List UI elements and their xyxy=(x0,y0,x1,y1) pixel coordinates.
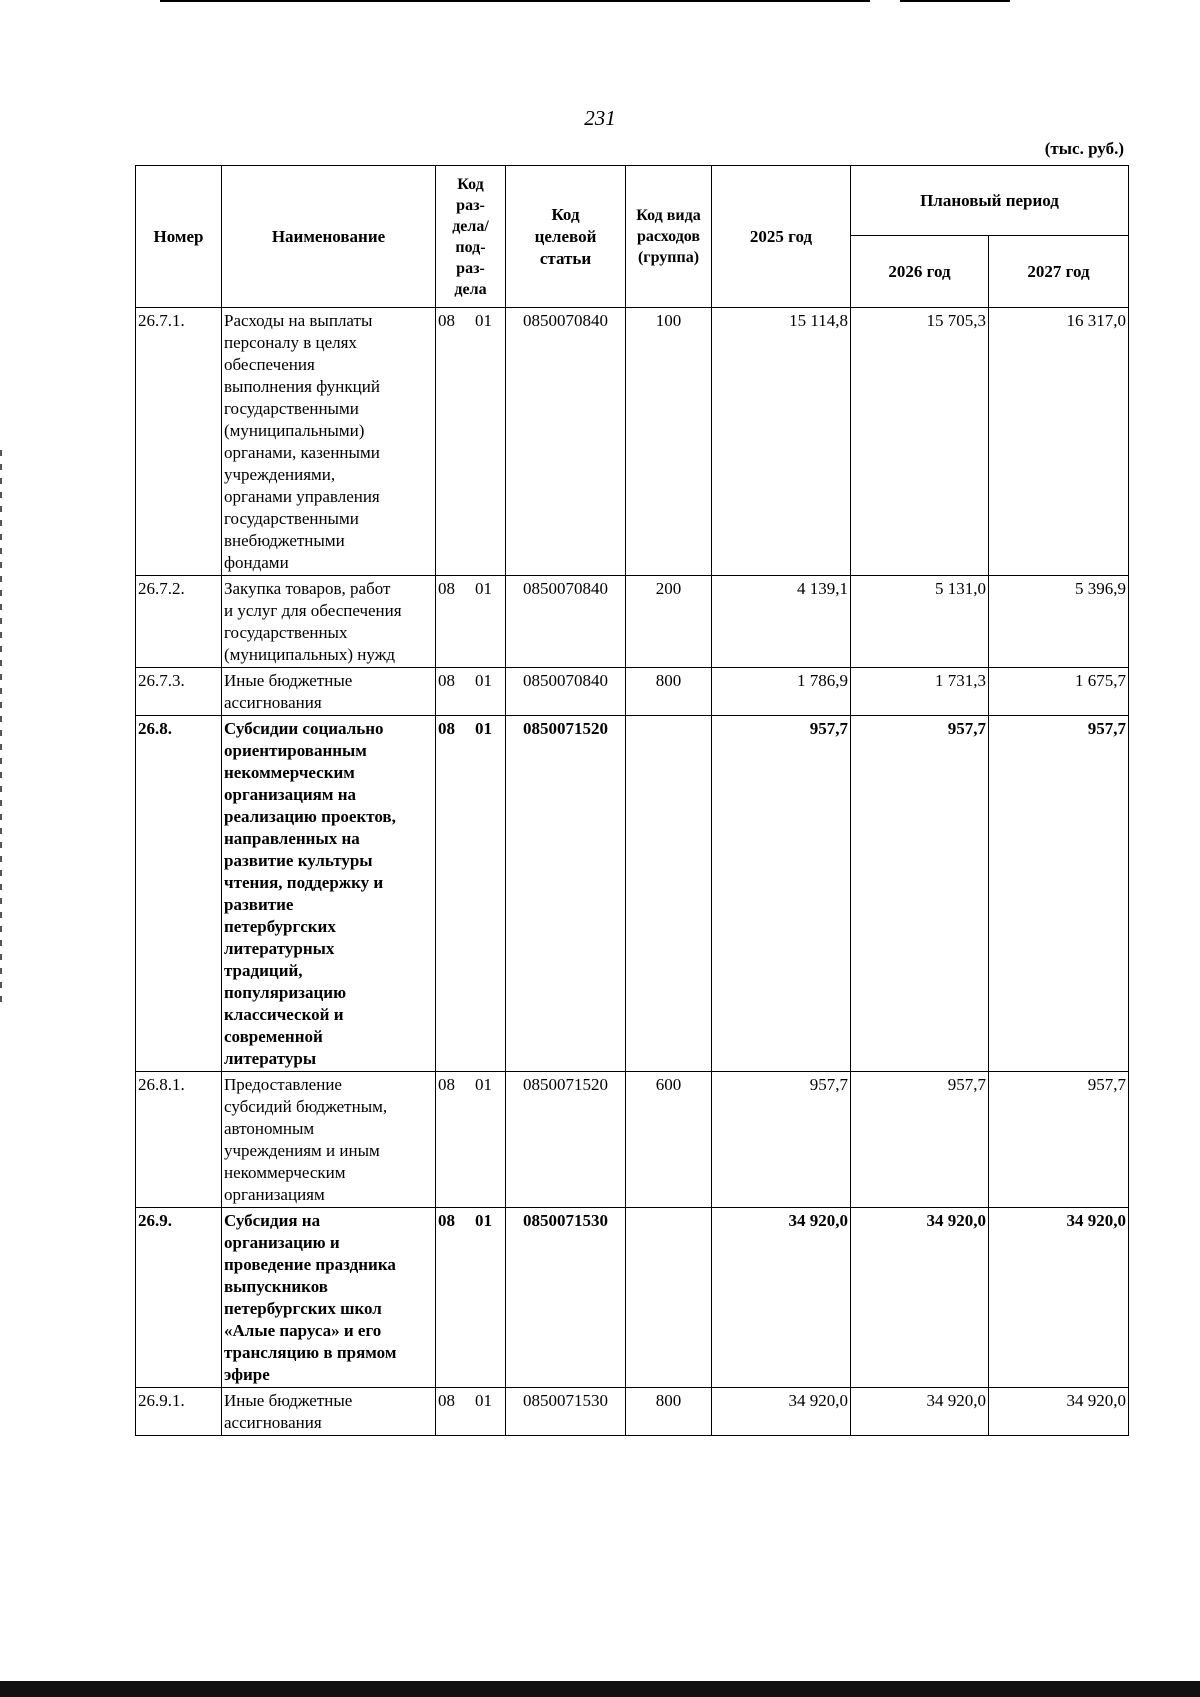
row-name-line: организацию и xyxy=(224,1233,340,1252)
row-target-code: 0850070840 xyxy=(506,576,626,668)
row-name xyxy=(222,1388,436,1436)
row-name-line: фондами xyxy=(224,553,289,572)
subsection-code: 01 xyxy=(475,1391,492,1410)
row-name-line: популяризацию xyxy=(224,983,347,1002)
row-amount-2027: 16 317,0 xyxy=(989,308,1129,576)
row-amount-2025: 34 920,0 xyxy=(712,1388,851,1436)
row-amount-2025: 4 139,1 xyxy=(712,576,851,668)
header-2025: 2025 год xyxy=(712,166,851,308)
row-name-line: организациям xyxy=(224,1185,325,1204)
row-name-line: Закупка товаров, работ xyxy=(224,579,391,598)
row-amount-2026: 957,7 xyxy=(851,716,989,1072)
header-name: Наименование xyxy=(222,166,436,308)
scan-edge-mark xyxy=(0,450,2,1010)
row-name-line: государственными xyxy=(224,509,359,528)
row-name xyxy=(222,308,436,576)
row-amount-2026: 15 705,3 xyxy=(851,308,989,576)
row-name-line: органами управления xyxy=(224,487,380,506)
subsection-code: 01 xyxy=(475,579,492,598)
units-label: (тыс. руб.) xyxy=(1044,139,1124,158)
header-section-code: Код раз- дела/ под- раз- дела xyxy=(436,166,506,308)
row-name-line: петербургских xyxy=(224,917,336,936)
row-name-line: Иные бюджетные xyxy=(224,671,353,690)
row-name xyxy=(222,1208,436,1388)
row-name-line: Предоставление xyxy=(224,1075,342,1094)
row-section-code xyxy=(436,668,506,716)
row-number: 26.9. xyxy=(136,1208,222,1388)
row-name-line: ориентированным xyxy=(224,741,367,760)
row-expense-type: 600 xyxy=(626,1072,712,1208)
row-name-line: литературы xyxy=(224,1049,317,1068)
row-number: 26.7.1. xyxy=(136,308,222,576)
budget-table xyxy=(135,165,1129,1436)
row-name-line: классической и xyxy=(224,1005,344,1024)
row-name xyxy=(222,1072,436,1208)
row-name-line: развитие культуры xyxy=(224,851,373,870)
section-code: 08 xyxy=(438,671,455,690)
row-number: 26.8.1. xyxy=(136,1072,222,1208)
row-amount-2027: 5 396,9 xyxy=(989,576,1129,668)
row-amount-2027: 34 920,0 xyxy=(989,1208,1129,1388)
row-amount-2025: 957,7 xyxy=(712,716,851,1072)
row-expense-type: 100 xyxy=(626,308,712,576)
row-amount-2027: 1 675,7 xyxy=(989,668,1129,716)
row-name-line: современной xyxy=(224,1027,323,1046)
row-target-code: 0850070840 xyxy=(506,668,626,716)
row-name-line: проведение праздника xyxy=(224,1255,396,1274)
row-amount-2026: 957,7 xyxy=(851,1072,989,1208)
row-name-line: организациям на xyxy=(224,785,357,804)
table-body xyxy=(136,308,1129,1436)
table-header xyxy=(136,166,1129,308)
row-name-line: учреждениями, xyxy=(224,465,336,484)
subsection-code: 01 xyxy=(475,719,492,738)
row-expense-type xyxy=(626,716,712,1072)
row-amount-2027: 957,7 xyxy=(989,1072,1129,1208)
row-target-code: 0850071520 xyxy=(506,716,626,1072)
top-edge-rule xyxy=(160,0,870,2)
row-name-line: Иные бюджетные xyxy=(224,1391,353,1410)
subsection-code: 01 xyxy=(475,311,492,330)
header-target-code: Код целевой статьи xyxy=(506,166,626,308)
table-row xyxy=(136,576,1129,668)
header-2027: 2027 год xyxy=(989,236,1129,308)
row-amount-2026: 34 920,0 xyxy=(851,1388,989,1436)
row-name-line: органами, казенными xyxy=(224,443,380,462)
row-name-line: автономным xyxy=(224,1119,315,1138)
row-name-line: (муниципальными) xyxy=(224,421,365,440)
row-name-line: Субсидия на xyxy=(224,1211,321,1230)
row-name-line: реализацию проектов, xyxy=(224,807,396,826)
row-name-line: «Алые паруса» и его xyxy=(224,1321,382,1340)
row-name-line: некоммерческим xyxy=(224,763,355,782)
row-expense-type xyxy=(626,1208,712,1388)
row-name-line: государственных xyxy=(224,623,348,642)
row-name-line: ассигнования xyxy=(224,1413,322,1432)
row-name-line: чтения, поддержку и xyxy=(224,873,384,892)
row-number: 26.9.1. xyxy=(136,1388,222,1436)
row-number: 26.7.2. xyxy=(136,576,222,668)
row-name-line: выполнения функций xyxy=(224,377,380,396)
section-code: 08 xyxy=(438,1075,455,1094)
row-name-line: эфире xyxy=(224,1365,270,1384)
row-name-line: направленных на xyxy=(224,829,360,848)
row-name-line: Расходы на выплаты xyxy=(224,311,373,330)
row-name-line: учреждениям и иным xyxy=(224,1141,380,1160)
row-name-line: трансляцию в прямом xyxy=(224,1343,397,1362)
row-name-line: петербургских школ xyxy=(224,1299,382,1318)
row-name-line: внебюджетными xyxy=(224,531,345,550)
row-target-code: 0850071530 xyxy=(506,1388,626,1436)
row-amount-2027: 34 920,0 xyxy=(989,1388,1129,1436)
row-name-line: литературных xyxy=(224,939,335,958)
table-row xyxy=(136,1388,1129,1436)
table-row xyxy=(136,1208,1129,1388)
page-number: 231 xyxy=(584,106,616,130)
row-name-line: ассигнования xyxy=(224,693,322,712)
row-amount-2026: 34 920,0 xyxy=(851,1208,989,1388)
table-row xyxy=(136,716,1129,1072)
row-number: 26.7.3. xyxy=(136,668,222,716)
header-2026: 2026 год xyxy=(851,236,989,308)
row-expense-type: 800 xyxy=(626,1388,712,1436)
row-amount-2025: 15 114,8 xyxy=(712,308,851,576)
row-section-code xyxy=(436,308,506,576)
row-name-line: обеспечения xyxy=(224,355,315,374)
row-name xyxy=(222,716,436,1072)
table-row xyxy=(136,1072,1129,1208)
row-section-code xyxy=(436,1072,506,1208)
row-name-line: Субсидии социально xyxy=(224,719,384,738)
section-code: 08 xyxy=(438,1211,455,1230)
row-amount-2026: 5 131,0 xyxy=(851,576,989,668)
row-name-line: персоналу в целях xyxy=(224,333,357,352)
row-name-line: (муниципальных) нужд xyxy=(224,645,396,664)
row-amount-2025: 1 786,9 xyxy=(712,668,851,716)
row-name-line: субсидий бюджетным, xyxy=(224,1097,388,1116)
top-edge-rule-short xyxy=(900,0,1010,2)
subsection-code: 01 xyxy=(475,671,492,690)
row-target-code: 0850070840 xyxy=(506,308,626,576)
row-expense-type: 800 xyxy=(626,668,712,716)
header-expense-type-code: Код вида расходов (группа) xyxy=(626,166,712,308)
row-amount-2026: 1 731,3 xyxy=(851,668,989,716)
table-row xyxy=(136,308,1129,576)
section-code: 08 xyxy=(438,579,455,598)
section-code: 08 xyxy=(438,311,455,330)
row-target-code: 0850071530 xyxy=(506,1208,626,1388)
row-name-line: традиций, xyxy=(224,961,303,980)
row-name-line: выпускников xyxy=(224,1277,328,1296)
row-section-code xyxy=(436,576,506,668)
header-number: Номер xyxy=(136,166,222,308)
row-section-code xyxy=(436,1208,506,1388)
header-planned-period: Плановый период xyxy=(851,166,1129,236)
row-name-line: государственными xyxy=(224,399,359,418)
subsection-code: 01 xyxy=(475,1075,492,1094)
row-name xyxy=(222,576,436,668)
row-amount-2027: 957,7 xyxy=(989,716,1129,1072)
row-name-line: развитие xyxy=(224,895,294,914)
row-section-code xyxy=(436,1388,506,1436)
row-target-code: 0850071520 xyxy=(506,1072,626,1208)
row-section-code xyxy=(436,716,506,1072)
row-name-line: некоммерческим xyxy=(224,1163,346,1182)
subsection-code: 01 xyxy=(475,1211,492,1230)
bottom-scan-band xyxy=(0,1681,1200,1697)
row-name xyxy=(222,668,436,716)
row-amount-2025: 34 920,0 xyxy=(712,1208,851,1388)
section-code: 08 xyxy=(438,1391,455,1410)
row-amount-2025: 957,7 xyxy=(712,1072,851,1208)
table-row xyxy=(136,668,1129,716)
row-name-line: и услуг для обеспечения xyxy=(224,601,402,620)
row-number: 26.8. xyxy=(136,716,222,1072)
row-expense-type: 200 xyxy=(626,576,712,668)
section-code: 08 xyxy=(438,719,455,738)
